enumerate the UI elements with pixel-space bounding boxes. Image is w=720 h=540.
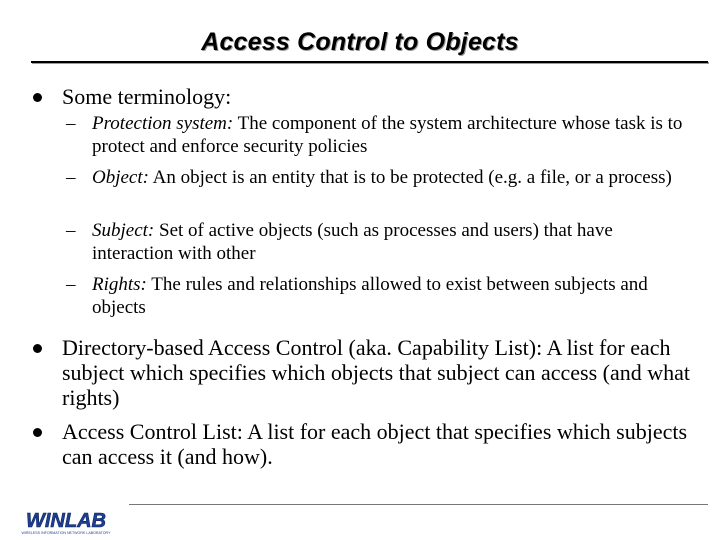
bullet-dot-icon (33, 428, 42, 437)
term-label: Subject: (92, 220, 155, 241)
term-definition: The component of the system architecture whose task is to protect and enforce security policies (92, 113, 683, 157)
term-definition: An object is an entity that is to be protected (e.g. a file, or a process) (148, 167, 672, 188)
term-definition: Set of active objects (such as processes and users) that have interaction with other (92, 220, 613, 264)
bullet-text: Some terminology: (62, 84, 232, 109)
bullet-text: Directory-based Access Control (aka. Capability List): A list for each subject which specifies which objects that subject can access (and what rights) (62, 335, 690, 410)
logo-wordmark: WINLAB (26, 510, 106, 532)
bullet-dot-icon (33, 93, 42, 102)
winlab-logo (13, 508, 119, 536)
title-underline (31, 61, 708, 63)
term-label: Rights: (92, 274, 147, 295)
logo-tagline: WIRELESS INFORMATION NETWORK LABORATORY (21, 531, 111, 535)
footer-rule (129, 504, 708, 505)
dash-marker: – (66, 274, 76, 295)
dash-marker: – (66, 220, 76, 241)
dash-marker: – (66, 113, 76, 134)
dash-marker: – (66, 167, 76, 188)
slide-title-container (0, 28, 720, 57)
term-label: Protection system: (92, 113, 234, 134)
slide-title: Access Control to Objects (201, 28, 519, 56)
term-label: Object: (92, 167, 149, 188)
bullet-text: Access Control List: A list for each object that specifies which subjects can access it (and how). (62, 419, 688, 469)
bullet-dot-icon (33, 344, 42, 353)
term-definition: The rules and relationships allowed to exist between subjects and objects (92, 274, 648, 318)
